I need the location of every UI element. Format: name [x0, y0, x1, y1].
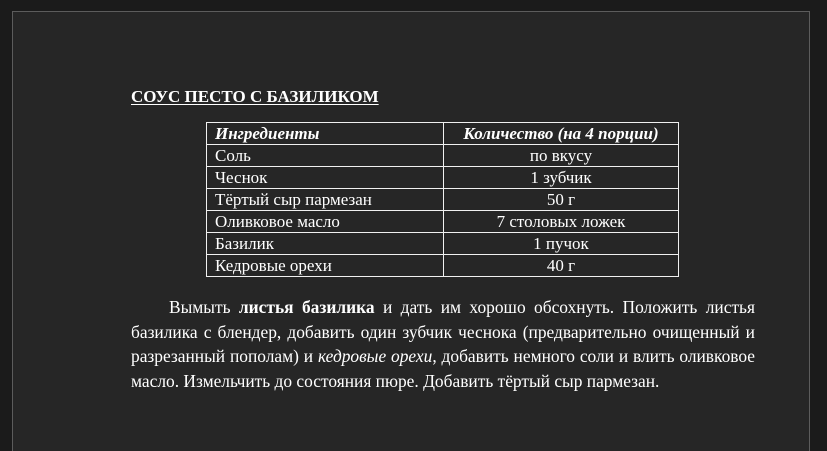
ingredient-name: Чеснок: [207, 167, 444, 189]
ingredient-quantity: 1 зубчик: [444, 167, 679, 189]
instructions-paragraph: [131, 295, 755, 393]
instructions-text-3: , добавить немного соли и влить оливковое масло. Измельчить до состояния пюре. Добавить тёртый сыр пармезан.: [131, 346, 756, 391]
ingredients-table: [206, 122, 679, 277]
document-page: [12, 11, 810, 451]
recipe-title: СОУС ПЕСТО С БАЗИЛИКОМ: [131, 87, 379, 106]
instructions-bold-basil: листья базилика: [238, 297, 375, 317]
ingredient-quantity: 7 столовых ложек: [444, 211, 679, 233]
table-row: [207, 255, 679, 277]
header-quantity: Количество (на 4 порции): [444, 123, 679, 145]
header-ingredients: Ингредиенты: [207, 123, 444, 145]
ingredient-quantity: 50 г: [444, 189, 679, 211]
ingredient-name: Оливковое масло: [207, 211, 444, 233]
table-row: [207, 233, 679, 255]
ingredient-quantity: 1 пучок: [444, 233, 679, 255]
ingredient-name: Тёртый сыр пармезан: [207, 189, 444, 211]
ingredient-quantity: 40 г: [444, 255, 679, 277]
table-row: [207, 189, 679, 211]
instructions-text-1: Вымыть: [169, 297, 239, 317]
instructions-text-2: и дать им хорошо обсохнуть. Положить листья базилика с блендер, добавить один зубчик чеснока (предварительно очищенный и разрезанный пополам) и: [131, 297, 755, 367]
ingredient-name: Кедровые орехи: [207, 255, 444, 277]
ingredient-quantity: по вкусу: [444, 145, 679, 167]
table-row: [207, 167, 679, 189]
table-header-row: [207, 123, 679, 145]
table-row: [207, 211, 679, 233]
instructions-italic-pine-nuts: кедровые орехи: [317, 346, 433, 367]
ingredient-name: Базилик: [207, 233, 444, 255]
ingredient-name: Соль: [207, 145, 444, 167]
table-row: [207, 145, 679, 167]
